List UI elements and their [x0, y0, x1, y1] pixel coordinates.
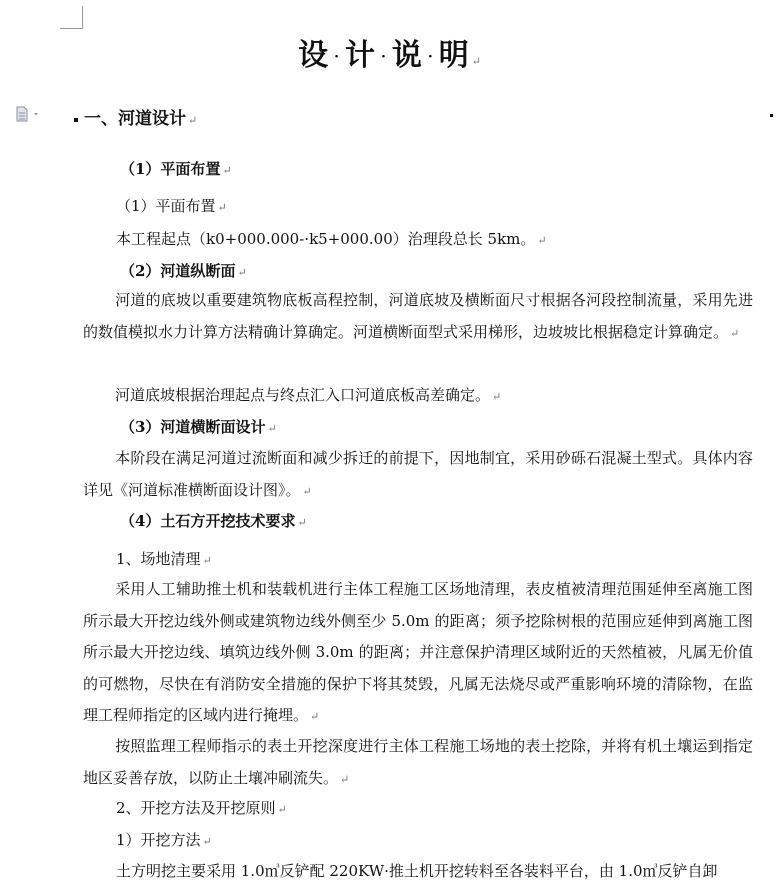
- item-excavation-method: 2、开挖方法及开挖原则 ↵: [116, 799, 287, 817]
- subheading-plan-layout: （1）平面布置 ↵: [120, 160, 232, 178]
- paragraph-site-clearing: 采用人工辅助推土机和装载机进行主体工程施工区场地清理，表皮植被清理范围延伸至离施工图所示最大开挖边线外侧或建筑物边线外侧至少 5.0m 的距离；须予挖除树根的范围应延伸到离施工图所示最大开挖边线、填筑边线外侧 3.0m 的距离；并注意保护清理区域附近的天然植被，凡属无价值的可燃物，尽快在有消防安全措施的保护下将其焚毁，凡属无法烧尽或严重影响环境的清除物，在监理工程师指定的区域内进行掩埋。 ↵: [83, 580, 753, 724]
- paragraph-topsoil: 按照监理工程师指示的表土开挖深度进行主体工程施工场地的表土挖除，并将有机土壤运到指定地区妥善存放，以防止土壤冲刷流失。 ↵: [83, 737, 753, 787]
- paragraph-riverbed-slope: 河道的底坡以重要建筑物底板高程控制，河道底坡及横断面尺寸根据各河段控制流量，采用先进的数值模拟水力计算方法精确计算确定。河道横断面型式采用梯形，边坡坡比根据稳定计算确定。 ↵: [83, 291, 753, 341]
- paragraph-mark: ↵: [471, 55, 482, 68]
- paragraph-excavation-equipment: 土方明挖主要采用 1.0㎥反铲配 220KW·推土机开挖转料至各装料平台，由 1.0㎥反铲自卸: [116, 862, 718, 880]
- title-char: 计: [344, 38, 376, 73]
- title-separator: ·: [427, 49, 434, 65]
- subheading-cross-section-design: （3）河道横断面设计 ↵: [120, 418, 277, 436]
- section-heading-text: 一、河道设计: [84, 109, 186, 129]
- title-char: 说: [391, 38, 423, 73]
- title-char: 设: [298, 38, 330, 73]
- subheading-longitudinal-section: （2）河道纵断面 ↵: [120, 262, 247, 280]
- page-corner-mark: [60, 6, 83, 29]
- margin-marker: [770, 114, 773, 117]
- item-excavation-method-sub: 1）开挖方法 ↵: [116, 831, 212, 849]
- project-start-text: 本工程起点（k0+000.000-·k5+000.00）治理段总长 5km。 ↵: [116, 230, 547, 248]
- subheading-excavation-requirements: （4）土石方开挖技术要求 ↵: [120, 512, 307, 530]
- title-separator: ·: [334, 49, 340, 65]
- paragraph-slope-determination: 河道底坡根据治理起点与终点汇入口河道底板高差确定。 ↵: [115, 386, 502, 404]
- section-heading-river-design: [74, 104, 197, 129]
- paragraph-mark: ↵: [188, 114, 198, 127]
- document-outline-icon[interactable]: [14, 106, 44, 122]
- title-separator: ·: [380, 49, 387, 65]
- heading-bullet: [74, 118, 78, 122]
- subheading-plan-layout-plain: （1）平面布置 ↵: [116, 197, 227, 215]
- item-site-clearing: 1、场地清理 ↵: [116, 550, 212, 568]
- document-title: [0, 30, 780, 74]
- title-char: 明: [438, 38, 470, 73]
- paragraph-cross-section: 本阶段在满足河道过流断面和减少拆迁的前提下，因地制宜，采用砂砾石混凝土型式。具体内容详见《河道标准横断面设计图》。 ↵: [83, 449, 753, 499]
